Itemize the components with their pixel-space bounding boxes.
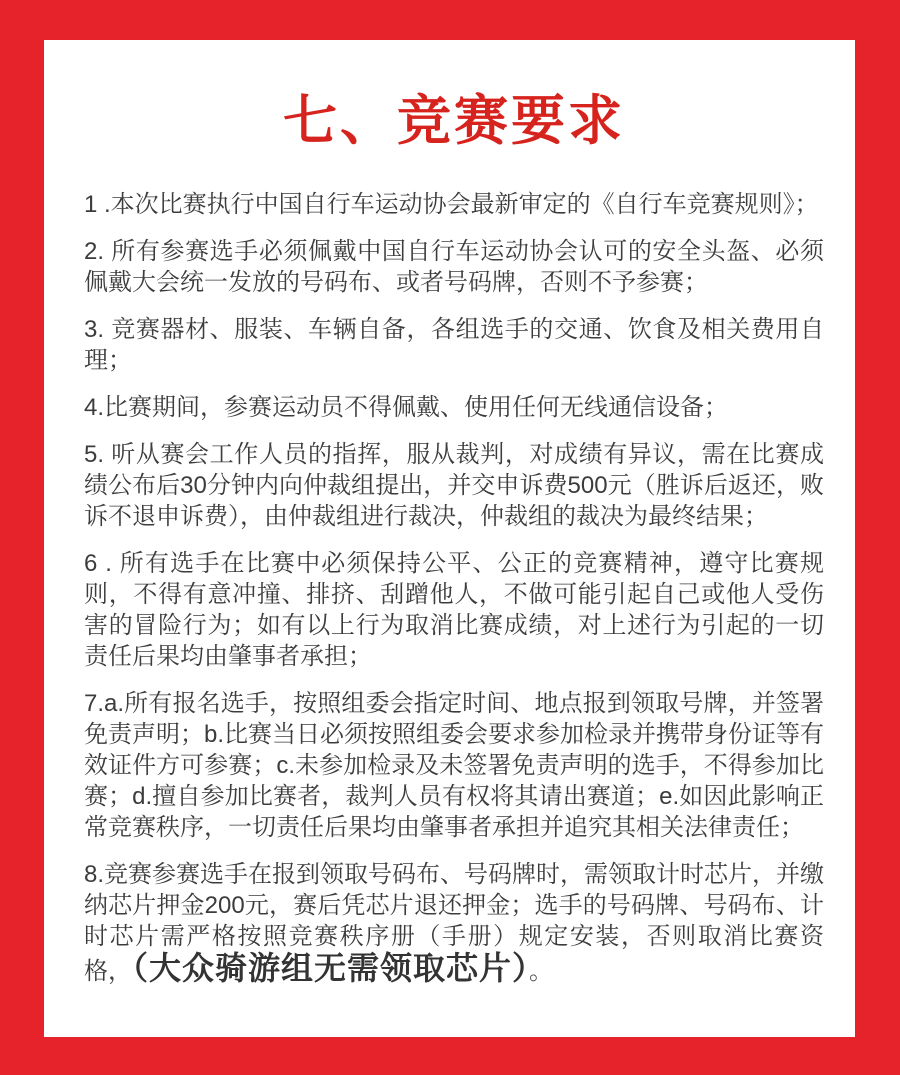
- rule-item-3: 3. 竞赛器材、服装、车辆自备，各组选手的交通、饮食及相关费用自理；: [84, 316, 824, 375]
- rule-item-8-period: 。: [529, 958, 554, 986]
- rule-item-2: 2. 所有参赛选手必须佩戴中国自行车运动协会认可的安全头盔、必须佩戴大会统一发放的号码布、或者号码牌，否则不予参赛；: [84, 238, 824, 297]
- poster-content: [44, 40, 855, 987]
- rule-item-5: 5. 听从赛会工作人员的指挥，服从裁判，对成绩有异议，需在比赛成绩公布后30分钟内向仲裁组提出，并交申诉费500元（胜诉后返还，败诉不退申诉费），由仲裁组进行裁决，仲裁组的裁决为最终结果；: [84, 441, 824, 531]
- rule-item-1: 1 .本次比赛执行中国自行车运动协会最新审定的《自行车竞赛规则》；: [84, 191, 819, 219]
- rule-item-7: 7.a.所有报名选手，按照组委会指定时间、地点报到领取号牌，并签署免责声明；b.比赛当日必须按照组委会要求参加检录并携带身份证等有效证件方可参赛；c.未参加检录及未签署免责声明的选手，不得参加比赛；d.擅自参加比赛者，裁判人员有权将其请出赛道；e.如因此影响正常竞赛秩序，一切责任后果均由肇事者承担并追究其相关法律责任；: [84, 690, 825, 842]
- poster-sheet: [44, 40, 855, 1037]
- rule-item-8-bold-note: （大众骑游组无需领取芯片）: [132, 950, 530, 987]
- rule-item-8: [84, 859, 824, 987]
- rule-item-8-text: 8.竞赛参赛选手在报到领取号码布、号码牌时，需领取计时芯片，并缴纳芯片押金200元，赛后凭芯片退还押金；选手的号码牌、号码布、计时芯片需严格按照竞赛秩序册（手册）规定安装，否则取消比赛资格，: [84, 861, 825, 986]
- rule-item-4: 4.比赛期间，参赛运动员不得佩戴、使用任何无线通信设备；: [84, 394, 729, 422]
- rule-item-6: 6 . 所有选手在比赛中必须保持公平、公正的竞赛精神，遵守比赛规则，不得有意冲撞、排挤、刮蹭他人，不做可能引起自己或他人受伤害的冒险行为；如有以上行为取消比赛成绩，对上述行为引起的一切责任后果均由肇事者承担；: [84, 550, 824, 671]
- page-title: 七、竞赛要求: [283, 91, 625, 151]
